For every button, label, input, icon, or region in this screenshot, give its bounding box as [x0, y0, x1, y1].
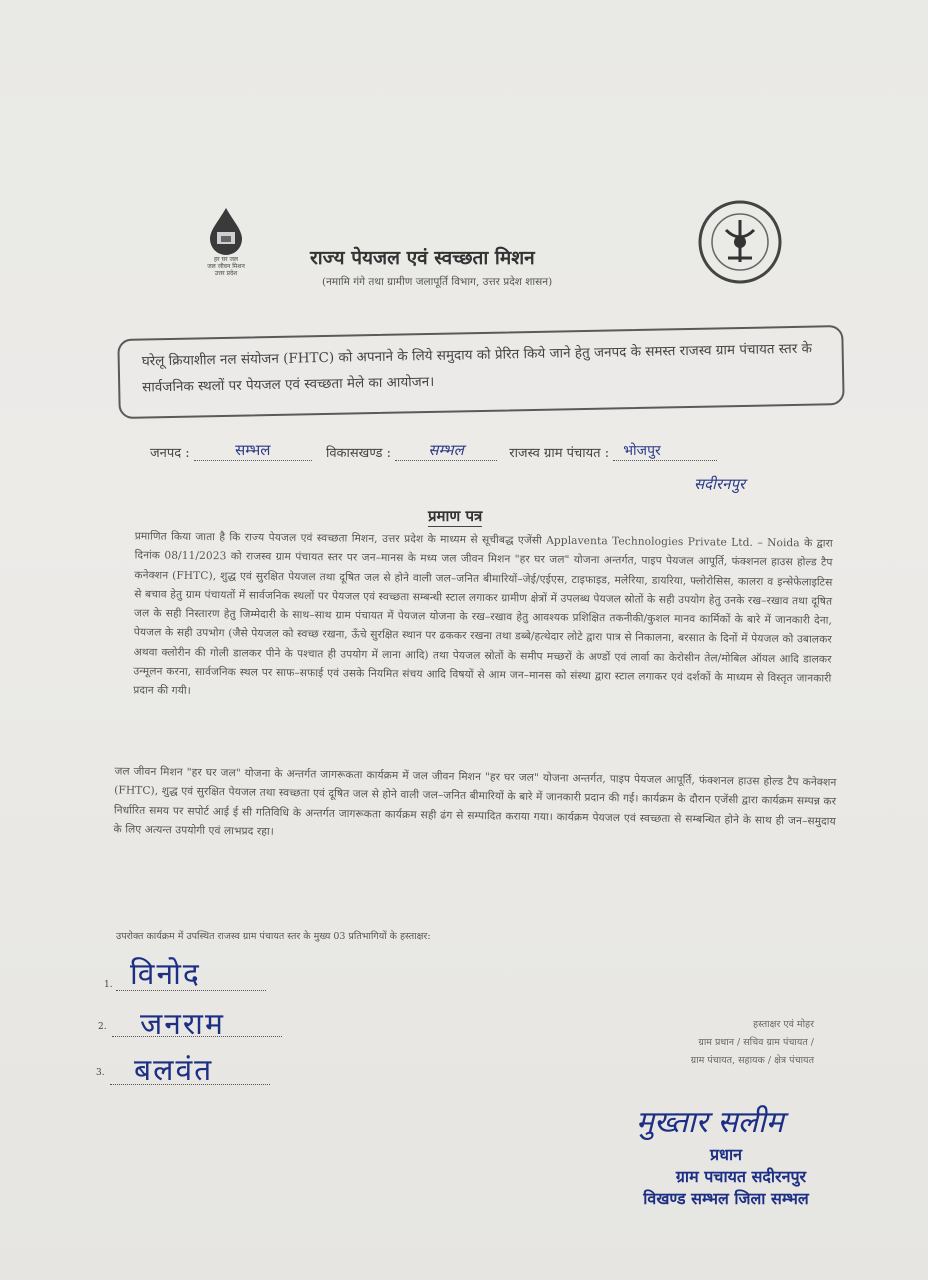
- village-value-2: सदीरनपुर: [694, 475, 746, 493]
- up-government-seal-icon: [696, 198, 784, 286]
- signatory-block: [614, 1016, 814, 1070]
- signatory-line-3: ग्राम पंचायत, सहायक / क्षेत्र पंचायत: [690, 1055, 814, 1066]
- district-label: जनपद :: [150, 446, 190, 461]
- block-value: सम्भल: [428, 441, 464, 459]
- event-notice-box: घरेलू क्रियाशील नल संयोजन (FHTC) को अपनाने के लिये समुदाय को प्रेरित किये जाने हेतु जनपद के समस्त राजस्व ग्राम पंचायत स्तर के सार्वजनिक स्थलों पर पेयजल एवं स्वच्छता मेले का आयोजन।: [117, 325, 844, 419]
- pradhan-stamp: [586, 1100, 866, 1209]
- certificate-paragraph-1: प्रमाणित किया जाता है कि राज्य पेयजल एवं स्वच्छता मिशन, उत्तर प्रदेश के माध्यम से सूचीबद्ध एजेंसी Applaventa Technologies Private Ltd. – Noida के द्वारा दिनांक 08/11/2023 को राजस्व ग्राम पंचायत स्तर पर जन–मानस के मध्य जल जीवन मिशन "हर घर जल" योजना अन्तर्गत, पाइप पेयजल आपूर्ति, फंक्शनल हाउस होल्ड टैप कनेक्शन (FHTC), शुद्ध एवं सुरक्षित पेयजल तथा दूषित जल से होने वाली जल–जनित बीमारियों–जेई/एईएस, टाइफाइड, मलेरिया, डायरिया, फ्लोरोसिस, कालरा व इन्सेफेलाइटिस से बचाव हेतु ग्राम पंचायतों में सार्वजनिक स्थलों पर पेयजल एवं स्वच्छता सम्बन्धी स्टाल लगाकर ग्रामीण क्षेत्रों में उपलब्ध पेयजल स्रोतों के सही उपयोग हेतु उनके रख–रखाव तथा दूषित जल के सही निस्तारण हेतु जिम्मेदारी के साथ–साथ ग्राम पंचायत में पेयजल योजना के रख–रखाव हेतु आवश्यक प्रशिक्षित तकनीकी/कुशल मानव कार्मिकों के बारे में जानकारी देना, पेयजल के सही उपभोग (जैसे पेयजल को स्वच्छ रखना, ऊँचे सुरक्षित स्थान पर ढककर रखना तथा डब्बे/हत्थेदार लोटे द्वारा पात्र से निकालना, बरसात के दिनों में पेयजल को उबालकर अथवा क्लोरीन की गोली डालकर पीने के पश्चात ही उपयोग में लाना आदि) तथा पेयजल स्रोतों के समीप मच्छरों के अण्डों एवं लार्वा का केरोसीन तेल/मोबिल ऑयल आदि डालकर उन्मूलन करना, सार्वजनिक स्थल पर साफ–सफाई एवं उसके नियमित संचय आदि विषयों से आम जन–मानस को संस्था द्वारा स्टाल लगाकर एवं दर्शकों के माध्यम से विस्तृत जानकारी प्रदान की गयी।: [133, 530, 833, 698]
- certificate-heading: प्रमाण पत्र: [428, 507, 483, 525]
- village-value-1: भोजपुर: [623, 443, 661, 459]
- stamp-title: प्रधान: [710, 1145, 742, 1164]
- participant-number-3: 3.: [96, 1068, 105, 1078]
- logo-caption-3: उत्तर प्रदेश: [214, 270, 238, 277]
- block-label: विकासखण्ड :: [325, 446, 391, 461]
- participant-number-1: 1.: [104, 980, 113, 990]
- participants-caption: उपरोक्त कार्यक्रम में उपस्थित राजस्व ग्राम पंचायत स्तर के मुख्य 03 प्रतिभागियों के हस्ताक्षर:: [116, 931, 431, 942]
- district-value: सम्भल: [235, 441, 271, 459]
- district-field: [194, 440, 312, 461]
- location-fields: [150, 440, 717, 461]
- jal-jeevan-logo: [196, 206, 256, 277]
- signatory-line-1: हस्ताक्षर एवं मोहर: [753, 1019, 814, 1030]
- water-drop-icon: [206, 206, 246, 256]
- pradhan-signature: मुख्तार सलीम: [636, 1105, 784, 1140]
- village-label: राजस्व ग्राम पंचायत :: [509, 446, 610, 461]
- certificate-paragraph-2: जल जीवन मिशन "हर घर जल" योजना के अन्तर्गत जागरूकता कार्यक्रम में जल जीवन मिशन "हर घर जल" योजना अन्तर्गत, पाइप पेयजल आपूर्ति, फंक्शनल हाउस होल्ड टैप कनेक्शन (FHTC), शुद्ध एवं सुरक्षित पेयजल तथा स्वच्छता एवं दूषित जल से होने वाली जल–जनित बीमारियों के बारे में जानकारी प्रदान की गई। कार्यक्रम के दौरान एजेंसी द्वारा कार्यक्रम सम्पन्न कर निर्धारित समय पर सपोर्ट आई ई सी गतिविधि के अन्तर्गत जागरूकता कार्यक्रम सही ढंग से सम्पादित कराया गया। कार्यक्रम पेयजल एवं स्वच्छता से सम्बन्धित होने के साथ ही जन–समुदाय के लिए अत्यन्त उपयोगी एवं लाभप्रद रहा।: [113, 765, 837, 838]
- mission-title: राज्य पेयजल एवं स्वच्छता मिशन: [310, 247, 535, 269]
- stamp-village: ग्राम पचायत सदीरनपुर: [675, 1167, 807, 1186]
- participant-number-2: 2.: [98, 1022, 107, 1032]
- participant-signature-1: विनोद: [130, 957, 201, 992]
- signatory-line-2: ग्राम प्रधान / सचिव ग्राम पंचायत /: [698, 1037, 814, 1048]
- village-field: [613, 441, 717, 461]
- participant-signature-2: जनराम: [140, 1007, 225, 1042]
- logo-caption-1: हर घर जल: [214, 256, 238, 263]
- stamp-block-district: विखण्ड सम्भल जिला सम्भल: [643, 1189, 809, 1208]
- participant-signature-3: बलवंत: [134, 1053, 214, 1088]
- block-field: [395, 440, 497, 461]
- logo-caption-2: जल जीवन मिशन: [207, 263, 245, 270]
- mission-subtitle: (नमामि गंगे तथा ग्रामीण जलापूर्ति विभाग, उत्तर प्रदेश शासन): [322, 276, 553, 288]
